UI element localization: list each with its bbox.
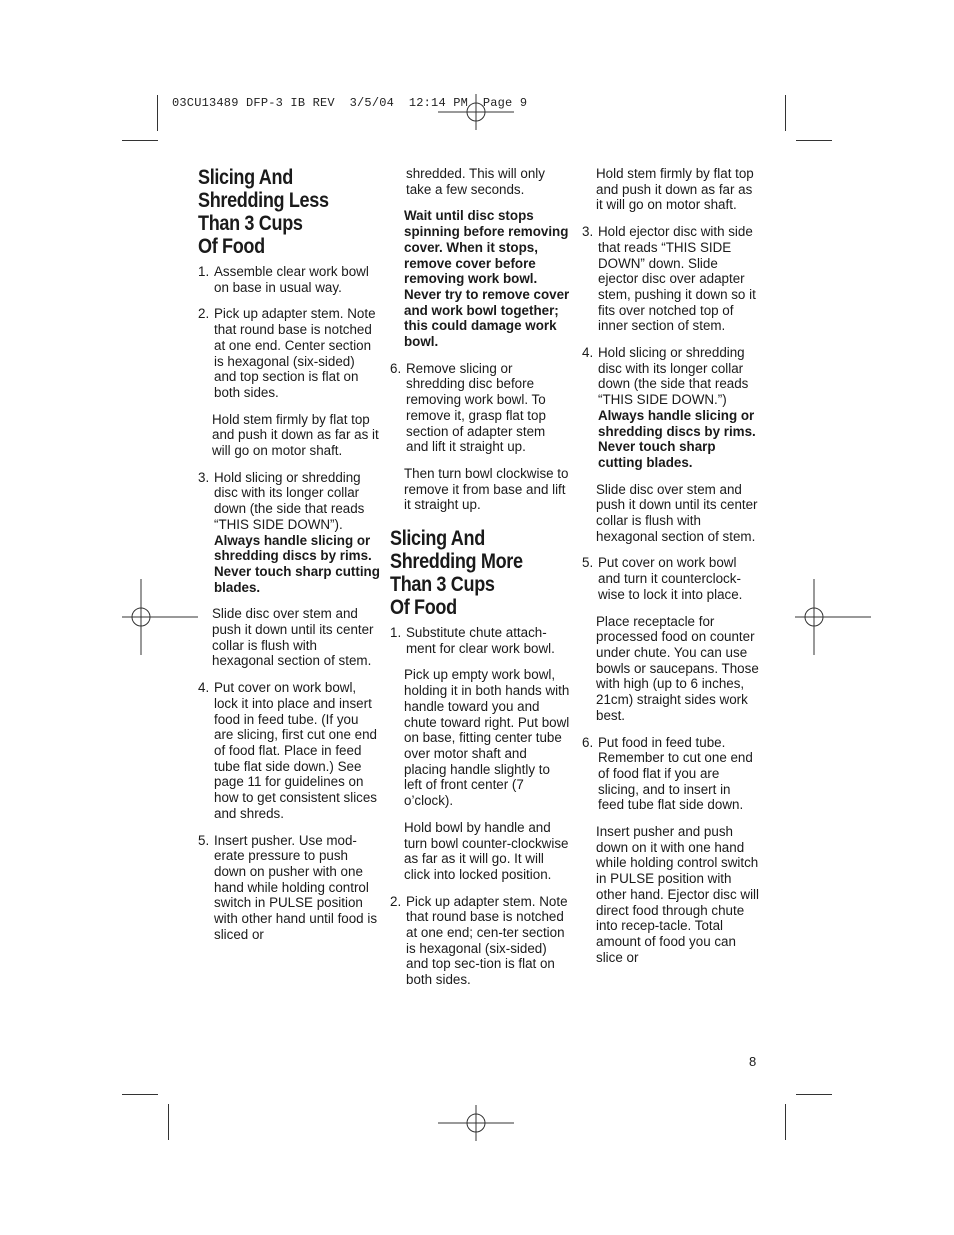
printer-slug: 03CU13489 DFP-3 IB REV 3/5/04 12:14 PM Page 9	[172, 96, 528, 110]
safety-warning: Always handle slicing or shredding discs by rims. Never touch sharp cutting blades.	[214, 532, 380, 595]
step-number: 1.	[198, 264, 210, 279]
step-number: 3.	[582, 224, 594, 240]
crop-mark	[796, 140, 832, 141]
crop-mark	[157, 95, 158, 131]
column-1	[198, 166, 380, 953]
paragraph: Slide disc over stem and push it down until its center collar is flush with hexagonal section of stem.	[596, 481, 758, 544]
paragraph: Place receptacle for processed food on counter under chute. You can use bowls or saucepans. Those with high (up to 6 inches, 21cm) straight sides work best.	[596, 613, 759, 723]
step-number: 2.	[198, 306, 210, 322]
step	[198, 306, 380, 400]
step-number: 4.	[198, 680, 210, 696]
step-number: 4.	[582, 345, 594, 361]
paragraph: Pick up empty work bowl, holding it in both hands with handle toward you and chute toward right. Put bowl on base, fitting center tube over motor shaft and placing handle slightly to left of front center (7 o’clock).	[404, 667, 570, 809]
crop-mark	[122, 140, 158, 141]
crop-mark	[785, 1104, 786, 1140]
registration-mark-bottom	[438, 1085, 514, 1161]
registration-mark-left	[122, 579, 198, 655]
crop-mark	[796, 1094, 832, 1095]
step-number: 1.	[390, 625, 402, 641]
step-number: 6.	[390, 360, 402, 376]
step-text: Remove slicing or shredding disc before removing work bowl. To remove it, grasp flat top section of adapter stem and lift it straight up.	[406, 360, 546, 455]
paragraph: Then turn bowl clockwise to remove it from base and lift it straight up.	[404, 465, 569, 513]
step	[198, 470, 380, 596]
paragraph: Slide disc over stem and push it down until its center collar is flush with hexagonal section of stem.	[212, 606, 374, 669]
registration-mark-top	[438, 74, 514, 150]
step-text: Substitute chute attach-ment for clear work bowl.	[406, 625, 555, 656]
step-number: 3.	[198, 469, 210, 485]
step	[198, 264, 380, 295]
step-text: Put cover on work bowl, lock it into place and insert food in feed tube. (If you are slicing, first cut one end of food flat. Place in feed tube flat side down.) See page 11 for guidelines on how to get consistent slices and shreds.	[214, 680, 378, 821]
step-text: Put food in feed tube. Remember to cut one end of food flat if you are slicing, and to insert in feed tube flat side down.	[598, 734, 753, 813]
step	[390, 361, 570, 455]
paragraph: Hold bowl by handle and turn bowl counter-clockwise as far as it will go. It will click into locked position.	[404, 819, 569, 882]
step-text: Insert pusher. Use mod-erate pressure to push down on pusher with one hand while holding control switch in PULSE position with other hand until food is sliced or	[214, 832, 378, 942]
column-3	[582, 166, 760, 976]
step	[582, 555, 760, 602]
step	[582, 345, 760, 471]
step-number: 6.	[582, 734, 594, 750]
step-text: Pick up adapter stem. Note that round base is notched at one end. Center section is hexagonal (six-sided) and top section is flat on both sides.	[214, 306, 376, 400]
step-text: Hold slicing or shredding disc with its longer collar down (the side that reads “THIS SIDE DOWN”).	[214, 469, 365, 532]
page-number: 8	[749, 1054, 757, 1069]
crop-mark	[122, 1094, 158, 1095]
paragraph: Hold stem firmly by flat top and push it down as far as it will go on motor shaft.	[212, 411, 379, 459]
step	[198, 680, 380, 821]
column-2	[390, 166, 570, 999]
step	[582, 224, 760, 334]
paragraph: shredded. This will only take a few seconds.	[406, 166, 545, 197]
section-heading-less: Slicing And Shredding Less Than 3 Cups Of Food	[198, 166, 329, 258]
step-text: Pick up adapter stem. Note that round base is notched at one end; cen-ter section is hexagonal (six-sided) and top sec-tion is flat on both sides.	[406, 893, 568, 988]
safety-warning: Wait until disc stops spinning before removing cover. When it stops, remove cover before removing work bowl. Never try to remove cover and work bowl together; this could damage work bowl.	[404, 208, 570, 350]
step-text: Hold ejector disc with side that reads “THIS SIDE DOWN” down. Slide ejector disc over adapter stem, pushing it down so it fits over notched top of inner section of stem.	[598, 224, 756, 334]
paragraph: Insert pusher and push down on it with one hand while holding control switch in PULSE position with other hand. Ejector disc will direct food through chute into recep-tacle. Total amount of food you can slice or	[596, 824, 759, 965]
step	[390, 625, 570, 656]
step-text: Assemble clear work bowl on base in usual way.	[214, 264, 369, 295]
step-text: Hold slicing or shredding disc with its longer collar down (the side that reads “THIS SIDE DOWN.”)	[598, 345, 749, 408]
crop-mark	[785, 95, 786, 131]
step	[390, 894, 570, 988]
section-heading-more: Slicing And Shredding More Than 3 Cups Of Food	[390, 527, 523, 620]
step-number: 5.	[198, 832, 210, 848]
step-number: 5.	[582, 555, 594, 571]
registration-mark-right	[795, 579, 871, 655]
step-text: Put cover on work bowl and turn it counterclock-wise to lock it into place.	[598, 555, 743, 602]
safety-warning: Always handle slicing or shredding discs by rims. Never touch sharp cutting blades.	[598, 407, 756, 470]
paragraph: Hold stem firmly by flat top and push it down as far as it will go on motor shaft.	[596, 166, 754, 213]
step	[582, 735, 760, 814]
crop-mark	[168, 1104, 169, 1140]
step-number: 2.	[390, 893, 402, 909]
step	[198, 833, 380, 943]
